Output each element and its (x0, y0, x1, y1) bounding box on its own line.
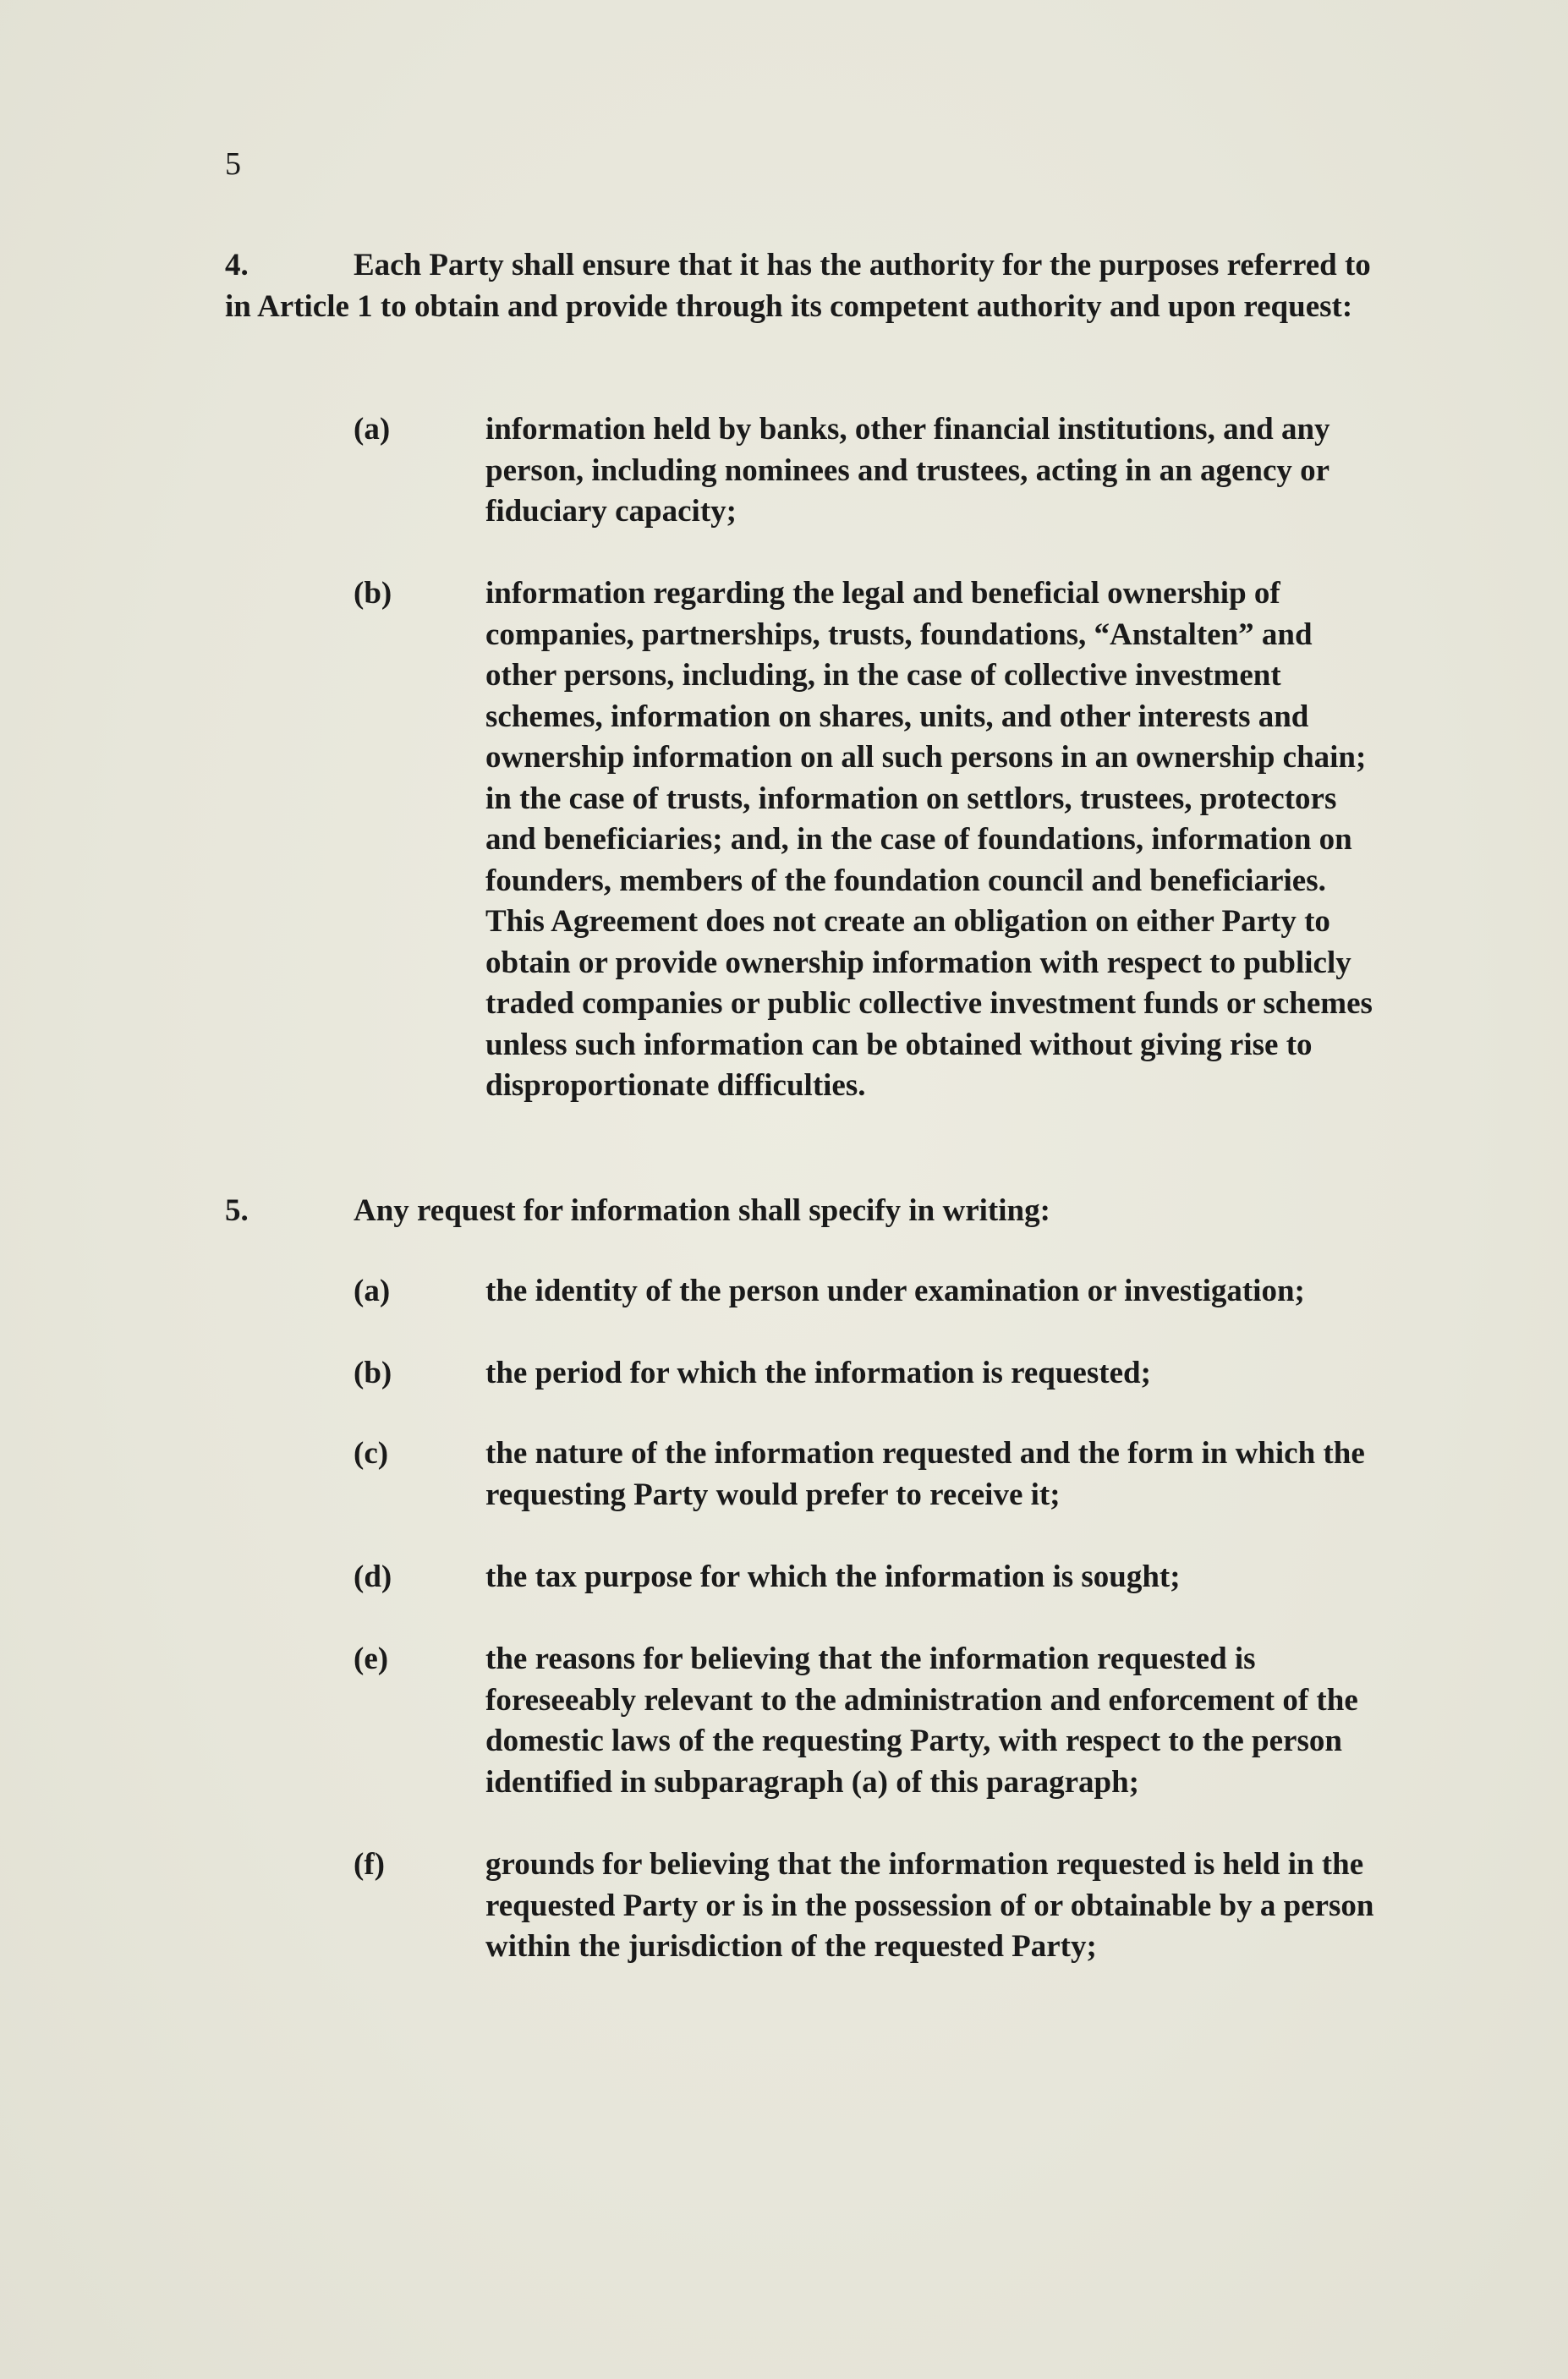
item-text: information held by banks, other financial institutions, and any person, including nominees and trustees, acting in an agency or fiduciary capacity; (485, 412, 1330, 529)
paragraph-4-text: Each Party shall ensure that it has the authority for the purposes referred to in Article 1 to obtain and provide through its competent authority and upon request: (225, 248, 1371, 324)
paragraph-4-item-b (354, 573, 1402, 1107)
paragraph-5-item-f (354, 1845, 1402, 1968)
item-text: information regarding the legal and beneficial ownership of companies, partnerships, trusts, foundations, “Anstalten” and other persons, including, in the case of collective investment schemes, information on shares, units, and other interests and ownership information on all such persons in an ownership chain; in the case of trusts, information on settlors, trustees, protectors and beneficiaries; and, in the case of foundations, information on founders, members of the foundation council and beneficiaries. This Agreement does not create an obligation on either Party to obtain or provide ownership information with respect to publicly traded companies or public collective investment funds or schemes unless such information can be obtained without giving rise to disproportionate difficulties. (485, 576, 1373, 1103)
item-text: the tax purpose for which the information is sought; (485, 1560, 1181, 1594)
item-label: (c) (354, 1436, 389, 1471)
item-label: (a) (354, 412, 391, 447)
item-label: (b) (354, 576, 392, 611)
paragraph-4-item-a (354, 409, 1402, 533)
paragraph-5-item-a (354, 1271, 1402, 1313)
item-text: the identity of the person under examination or investigation; (485, 1274, 1305, 1308)
item-label: (d) (354, 1560, 392, 1594)
paragraph-5 (225, 1191, 1392, 1232)
item-text: grounds for believing that the information requested is held in the requested Party or is in the possession of or obtainable by a person within the jurisdiction of the requested Party; (485, 1847, 1374, 1964)
item-label: (f) (354, 1847, 385, 1882)
item-label: (e) (354, 1642, 389, 1676)
paragraph-5-number: 5. (225, 1193, 249, 1228)
item-text: the period for which the information is requested; (485, 1356, 1151, 1390)
paragraph-5-text: Any request for information shall specify in writing: (354, 1193, 1050, 1228)
page-number: 5 (225, 146, 241, 182)
paragraph-4 (225, 245, 1392, 327)
item-label: (b) (354, 1356, 392, 1390)
paragraph-5-item-e (354, 1639, 1402, 1803)
paragraph-5-item-c (354, 1433, 1402, 1516)
item-text: the reasons for believing that the information requested is foreseeably relevant to the administration and enforcement of the domestic laws of the requesting Party, with respect to the person identified in subparagraph (a) of this paragraph; (485, 1642, 1358, 1800)
paragraph-5-item-b (354, 1353, 1402, 1395)
item-text: the nature of the information requested and the form in which the requesting Party would prefer to receive it; (485, 1436, 1365, 1512)
paragraph-4-number: 4. (225, 248, 249, 282)
paragraph-5-item-d (354, 1557, 1402, 1598)
item-label: (a) (354, 1274, 391, 1308)
